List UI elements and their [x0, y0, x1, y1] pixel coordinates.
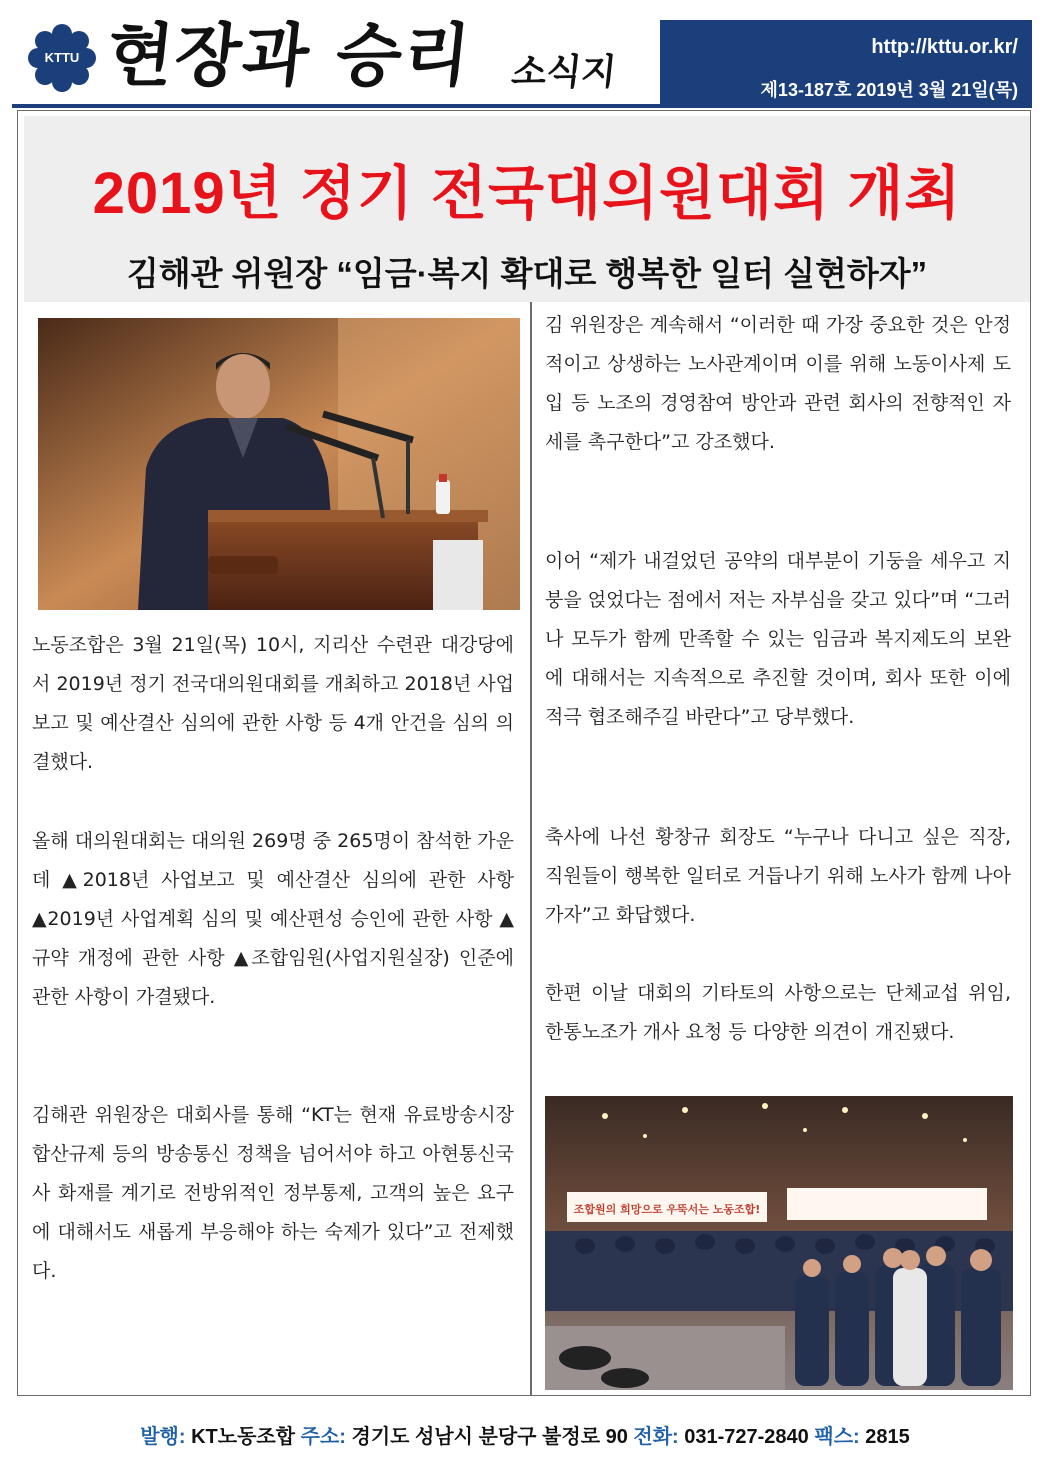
phone-value: 031-727-2840	[684, 1426, 809, 1448]
address-value: 경기도 성남시 분당구 불정로 90	[351, 1426, 628, 1448]
newsletter-subtitle: 소식지	[509, 51, 619, 93]
article-paragraph-6: 축사에 나선 황창규 회장도 “누구나 다니고 싶은 직장, 직원들이 행복한 일터로 거듭나기 위해 노사가 함께 나아가자”고 화답했다.	[545, 826, 1011, 926]
publisher-label: 발행:	[140, 1426, 186, 1448]
kttu-logo	[26, 22, 98, 94]
masthead-rule	[12, 104, 662, 108]
website-url[interactable]: http://kttu.or.kr/	[871, 36, 1018, 58]
article-paragraph-7: 한편 이날 대회의 기타토의 사항으로는 단체교섭 위임, 한통노조가 개사 요청 등 다양한 의견이 개진됐다.	[545, 982, 1011, 1043]
column-divider	[530, 302, 532, 1396]
article-paragraph-5: 이어 “제가 내걸었던 공약의 대부분이 기둥을 세우고 지붕을 얹었다는 점에서 저는 자부심을 갖고 있다”며 “그러나 모두가 함께 만족할 수 있는 임금과 복지제도의 보완에 대해서는 지속적으로 추진할 것이며, 회사 또한 이에 적극 협조해주길 바란다”고 당부했다.	[545, 550, 1011, 728]
article-paragraph-2: 올해 대의원대회는 대의원 269명 중 265명이 참석한 가운데 ▲2018년 사업보고 및 예산결산 심의에 관한 사항 ▲2019년 사업계획 심의 및 예산편성 승인에 관한 사항 ▲규약 개정에 관한 사항 ▲조합임원(사업지원실장) 인준에 관한 사항이 가결됐다.	[32, 830, 514, 1008]
issue-number-date: 제13-187호 2019년 3월 21일(목)	[760, 80, 1018, 100]
fax-label: 팩스:	[814, 1426, 860, 1448]
headline-band	[24, 116, 1030, 302]
headline-subtitle: 김해관 위원장 “임금·복지 확대로 행복한 일터 실현하자”	[126, 255, 928, 292]
banner-slogan: 조합원의 희망으로 우뚝서는 노동조합!	[573, 1203, 761, 1216]
article-paragraph-1: 노동조합은 3월 21일(목) 10시, 지리산 수련관 대강당에서 2019년 정기 전국대의원대회를 개최하고 2018년 사업보고 및 예산결산 심의에 관한 사항 등 4개 안건을 심의 의결했다.	[32, 634, 514, 773]
assembly-photo	[545, 1096, 1013, 1390]
masthead	[0, 0, 1050, 110]
speaker-photo	[38, 318, 520, 610]
issue-info-box	[660, 20, 1032, 108]
article-paragraph-3: 김해관 위원장은 대회사를 통해 “KT는 현재 유료방송시장 합산규제 등의 방송통신 정책을 넘어서야 하고 아현통신국사 화재를 계기로 전방위적인 정부통제, 고객의 높은 요구에 대해서도 새롭게 부응해야 하는 숙제가 있다”고 전제했다.	[32, 1104, 514, 1282]
newsletter-title: 현장과 승리	[103, 16, 476, 96]
headline-title: 2019년 정기 전국대의원대회 개최	[92, 161, 962, 226]
publisher-value: KT노동조합	[191, 1426, 296, 1448]
footer	[0, 1420, 1050, 1449]
fax-value: 2815	[865, 1426, 910, 1448]
address-label: 주소:	[300, 1426, 346, 1448]
phone-label: 전화:	[633, 1426, 679, 1448]
logo-text: KTTU	[44, 50, 80, 65]
article-paragraph-4: 김 위원장은 계속해서 “이러한 때 가장 중요한 것은 안정적이고 상생하는 노사관계이며 이를 위해 노동이사제 도입 등 노조의 경영참여 방안과 관련 회사의 전향적인 자세를 촉구한다”고 강조했다.	[545, 314, 1011, 453]
